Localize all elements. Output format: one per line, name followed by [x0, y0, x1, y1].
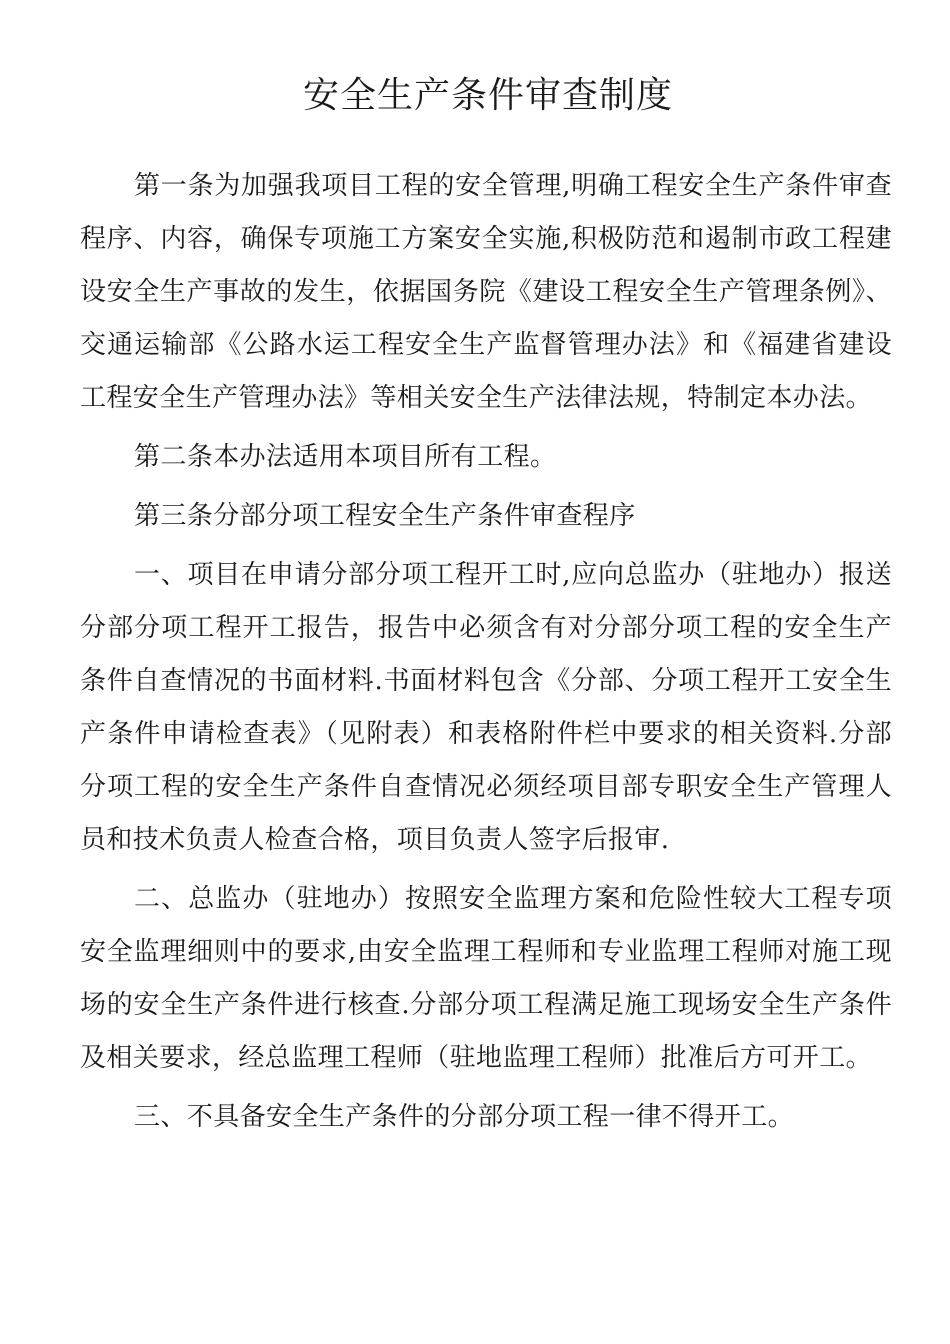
- article-3-item-3: 三、不具备安全生产条件的分部分项工程一律不得开工。: [134, 1102, 795, 1132]
- article-2-paragraph: 第二条本办法适用本项目所有工程。: [134, 442, 557, 472]
- article-3-heading: 第三条分部分项工程安全生产条件审查程序: [134, 501, 636, 531]
- article-1-paragraph: 第一条为加强我项目工程的安全管理,明确工程安全生产条件审查程序、内容，确保专项施工方案安全实施,积极防范和遏制市政工程建设安全生产事故的发生，依据国务院《建设工程安全生产管理条例》、交通运输部《公路水运工程安全生产监督管理办法》和《福建省建设工程安全生产管理办法》等相关安全生产法律法规，特制定本办法。: [80, 171, 892, 413]
- article-3-item-1: 一、项目在申请分部分项工程开工时,应向总监办（驻地办）报送分部分项工程开工报告，报告中必须含有对分部分项工程的安全生产条件自查情况的书面材料.书面材料包含《分部、分项工程开工安全生产条件申请检查表》（见附表）和表格附件栏中要求的相关资料.分部分项工程的安全生产条件自查情况必须经项目部专职安全生产管理人员和技术负责人检查合格，项目负责人签字后报审.: [80, 560, 892, 855]
- document-body: [80, 160, 892, 1144]
- document-title: 安全生产条件审查制度: [302, 75, 673, 116]
- article-3-item-2: 二、总监办（驻地办）按照安全监理方案和危险性较大工程专项安全监理细则中的要求,由安全监理工程师和专业监理工程师对施工现场的安全生产条件进行核查.分部分项工程满足施工现场安全生产条件及相关要求，经总监理工程师（驻地监理工程师）批准后方可开工。: [80, 884, 892, 1073]
